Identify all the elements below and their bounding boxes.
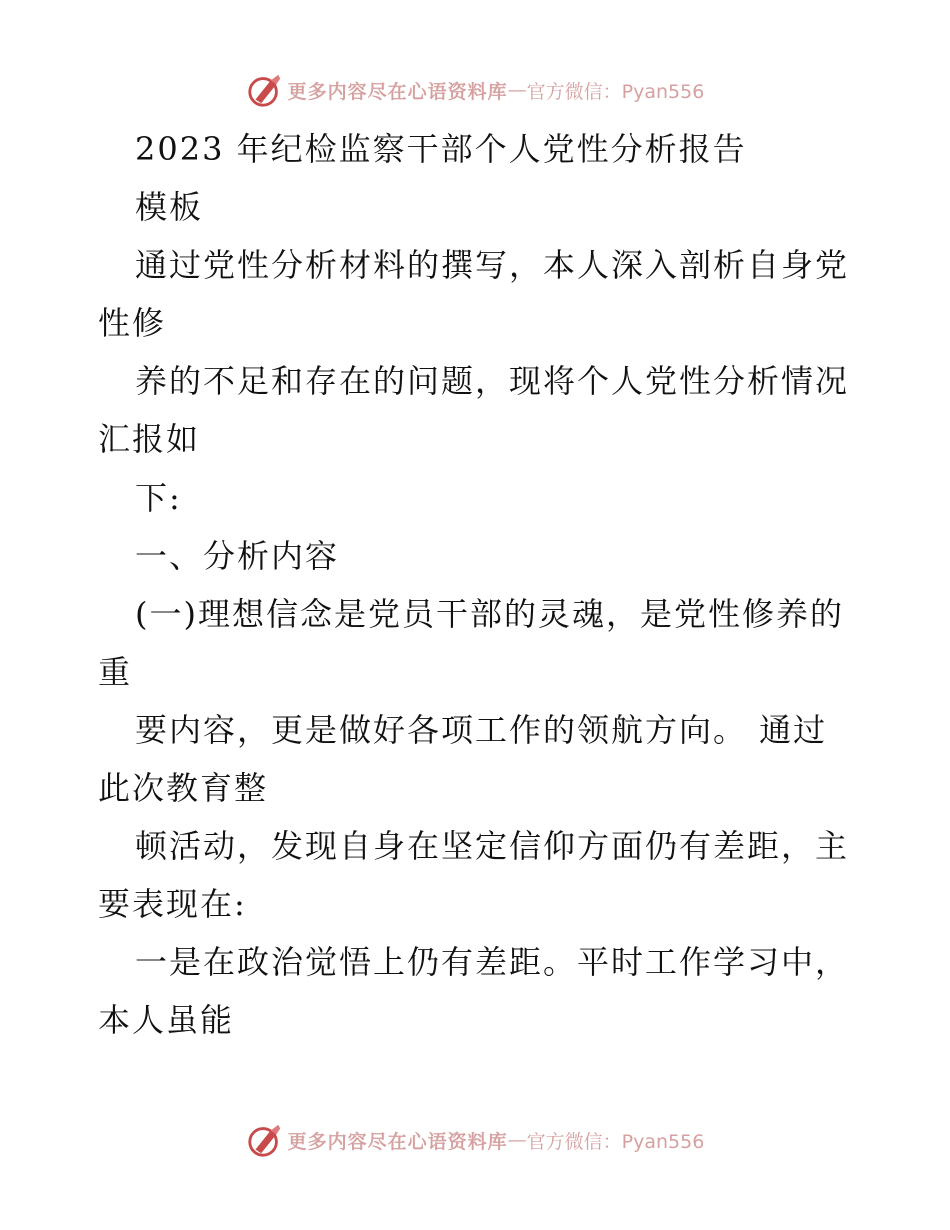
pen-nib-circle-icon [246, 71, 284, 109]
doc-line: (一)理想信念是党员干部的灵魂，是党性修养的 [135, 594, 844, 633]
doc-line: 要表现在: [98, 885, 247, 924]
doc-line: 2023 年纪检监察干部个人党性分析报告 [135, 130, 747, 168]
doc-line: 一、分析内容 [135, 536, 340, 575]
doc-line: 此次教育整 [98, 769, 269, 808]
watermark-separator: — [507, 1129, 527, 1151]
doc-line: 性修 [98, 304, 167, 343]
watermark-header [0, 68, 950, 112]
doc-line: 顿活动，发现自身在坚定信仰方面仍有差距，主 [135, 827, 850, 866]
doc-line: 汇报如 [98, 420, 201, 459]
doc-line: 重 [98, 652, 133, 691]
pen-nib-circle-icon [246, 1121, 284, 1159]
doc-line: 养的不足和存在的问题，现将个人党性分析情况 [135, 362, 850, 401]
doc-line: 模板 [135, 188, 204, 227]
doc-line: 本人虽能 [98, 1001, 235, 1040]
document-body [98, 120, 858, 1050]
watermark-separator: — [507, 79, 527, 101]
watermark-contact: 官方微信：Pyan556 [526, 80, 705, 103]
doc-line: 要内容，更是做好各项工作的领航方向。 通过 [135, 710, 828, 749]
watermark-footer [0, 1118, 950, 1162]
watermark-title: 更多内容尽在心语资料库 [287, 80, 508, 103]
doc-line: 一是在政治觉悟上仍有差距。平时工作学习中， [135, 943, 850, 982]
watermark-contact: 官方微信：Pyan556 [526, 1130, 705, 1153]
watermark-title: 更多内容尽在心语资料库 [287, 1130, 508, 1153]
doc-line: 通过党性分析材料的撰写，本人深入剖析自身党 [135, 246, 850, 285]
doc-line: 下: [135, 478, 182, 517]
